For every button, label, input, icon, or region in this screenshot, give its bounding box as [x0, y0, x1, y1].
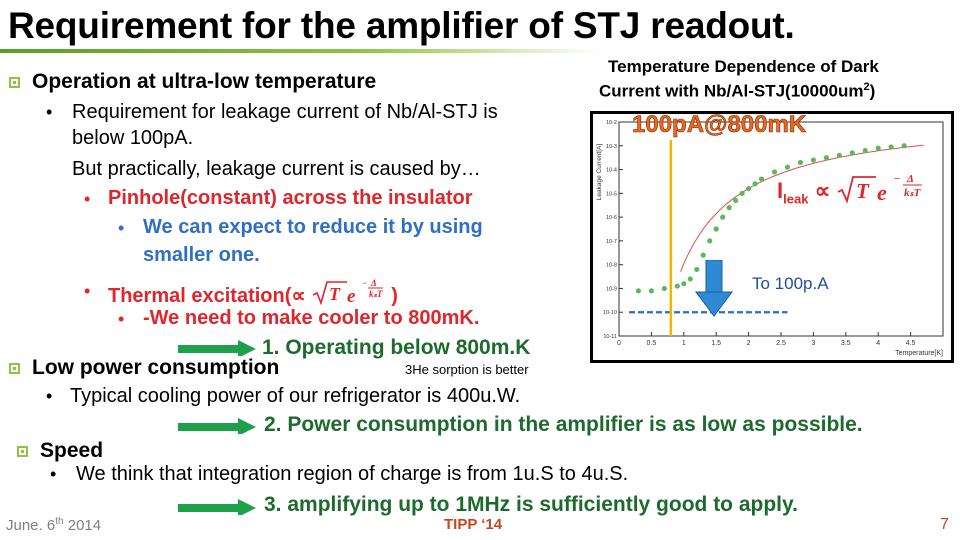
data-point [811, 157, 816, 162]
x-tick-label: 0 [617, 340, 621, 347]
data-point [889, 144, 894, 149]
thermal-text-suffix: ) [391, 285, 398, 307]
y-tick-label: 10-8 [605, 262, 617, 269]
bullet-dot-icon: • [50, 464, 57, 484]
thermal-formula-icon [311, 278, 391, 308]
data-point [752, 181, 757, 186]
footer-date-year: 2014 [63, 517, 102, 534]
data-point [733, 198, 738, 203]
data-point [746, 186, 751, 191]
data-point [876, 146, 881, 151]
thermal-text [108, 278, 398, 309]
y-tick-label: 10-10 [602, 310, 617, 317]
y-tick-label: 10-2 [605, 120, 617, 126]
data-point [727, 205, 732, 210]
conclusion-speed: 3. amplifying up to 1MHz is sufficiently good to apply. [264, 493, 798, 516]
data-point [863, 148, 868, 153]
data-point [850, 150, 855, 155]
conclusion-power: 2. Power consumption in the amplifier is as low as possible. [264, 413, 863, 436]
svg-text:−: − [894, 173, 901, 185]
data-point [701, 253, 706, 258]
svg-text:e: e [347, 286, 356, 307]
svg-text:−: − [362, 278, 368, 288]
data-point [688, 276, 693, 281]
data-point [707, 238, 712, 243]
data-point [798, 160, 803, 165]
y-tick-label: 10-7 [605, 238, 617, 245]
data-point [785, 165, 790, 170]
footer-date-sup: th [55, 516, 64, 527]
square-bullet-icon [9, 77, 20, 88]
leakage-requirement-text: Requirement for leakage current of Nb/Al-STJ is [72, 101, 498, 123]
conclusion-operating-temperature: 1. Operating below 800m.K [262, 336, 531, 359]
data-point [675, 283, 680, 288]
y-tick-label: 10-11 [603, 334, 617, 340]
svg-text:e: e [877, 180, 888, 205]
square-bullet-icon [9, 363, 20, 374]
bullet-dot-icon: • [118, 218, 125, 238]
formula-prop: ∝ [814, 178, 831, 203]
pinhole-reduce-text-cont: smaller one. [143, 244, 260, 266]
caption-text: Current with Nb/Al-STJ(10000um [599, 81, 864, 101]
integration-region-text: We think that integration region of charge is from 1u.S to 4u.S. [76, 463, 629, 485]
data-point [740, 191, 745, 196]
pinhole-text: Pinhole(constant) across the insulator [108, 187, 473, 209]
x-tick-label: 4.5 [905, 340, 916, 347]
bullet-dot-icon: • [118, 309, 125, 329]
square-bullet-icon [17, 446, 28, 457]
target-current-label: To 100p.A [752, 274, 829, 293]
green-arrow-icon [178, 340, 258, 356]
figure-caption-line2 [599, 81, 875, 102]
svg-text:kₛT: kₛT [369, 289, 383, 299]
x-tick-label: 0.5 [646, 340, 657, 347]
figure-caption-line1: Temperature Dependence of Dark [608, 57, 879, 76]
data-point [902, 143, 907, 148]
leakage-requirement-text-cont: below 100pA. [72, 127, 194, 149]
svg-text:T: T [856, 179, 870, 203]
section-heading-power: Low power consumption [32, 356, 280, 379]
formula-lhs: I [777, 178, 784, 203]
svg-text:Δ: Δ [907, 173, 915, 185]
x-tick-label: 4 [876, 340, 881, 347]
data-point [681, 281, 686, 286]
cooling-power-text: Typical cooling power of our refrigerator is 400u.W. [70, 385, 521, 407]
green-arrow-icon [178, 499, 258, 515]
y-tick-label: 10-6 [605, 215, 617, 222]
leak-formula-icon [836, 172, 928, 206]
x-axis-label: Temperature[K] [895, 350, 943, 357]
cooler-text: -We need to make cooler to 800mK. [143, 307, 480, 329]
y-axis-label: Leakage Current[A] [596, 143, 603, 201]
svg-text:kₛT: kₛT [904, 187, 921, 199]
page-title: Requirement for the amplifier of STJ readout. [8, 5, 795, 46]
data-point [837, 153, 842, 158]
x-tick-label: 3 [811, 340, 816, 347]
x-tick-label: 1 [681, 340, 686, 347]
bullet-dot-icon: • [46, 386, 53, 406]
caption-end: ) [869, 81, 876, 101]
footer-date [6, 516, 101, 534]
y-tick-label: 10-9 [605, 286, 617, 293]
green-arrow-icon [178, 418, 258, 434]
data-point [662, 286, 667, 291]
y-tick-label: 10-4 [605, 167, 617, 174]
data-point [649, 288, 654, 293]
data-point [714, 226, 719, 231]
bullet-dot-icon: • [46, 102, 53, 122]
formula-subscript: leak [783, 191, 809, 207]
footer-date-prefix: June. 6 [6, 517, 56, 534]
chart-highlight-label: 100pA@800mK [632, 111, 807, 138]
data-point [759, 176, 764, 181]
data-point [636, 288, 641, 293]
leakage-cause-text: But practically, leakage current is caused by… [72, 158, 481, 180]
pinhole-reduce-text: We can expect to reduce it by using [143, 216, 483, 238]
section-heading-temperature: Operation at ultra-low temperature [32, 70, 377, 93]
leak-formula [777, 172, 928, 206]
bullet-dot-icon: • [84, 189, 91, 209]
svg-text:Δ: Δ [371, 278, 377, 288]
y-tick-label: 10-5 [605, 191, 617, 198]
data-point [824, 155, 829, 160]
page-number: 7 [940, 516, 949, 533]
sorption-note: 3He sorption is better [405, 362, 529, 377]
title-underline [0, 49, 600, 53]
x-tick-label: 1.5 [711, 340, 722, 347]
x-tick-label: 2 [746, 340, 751, 347]
down-arrow-icon [694, 260, 734, 318]
dark-current-chart-frame [590, 111, 954, 363]
footer-conference: TIPP ‘14 [444, 516, 503, 533]
dark-current-chart [593, 114, 951, 360]
y-tick-label: 10-3 [605, 143, 617, 150]
dark-current-chart-panel [593, 114, 951, 360]
plot-frame [619, 122, 943, 336]
bullet-dot-icon: • [84, 281, 91, 301]
thermal-text-prefix: Thermal excitation(∝ [108, 285, 312, 307]
x-tick-label: 3.5 [840, 340, 851, 347]
svg-text:T: T [329, 284, 341, 304]
x-tick-label: 2.5 [776, 340, 786, 347]
data-point [720, 215, 725, 220]
section-heading-speed: Speed [40, 439, 104, 462]
caption-superscript: 2 [863, 81, 870, 93]
